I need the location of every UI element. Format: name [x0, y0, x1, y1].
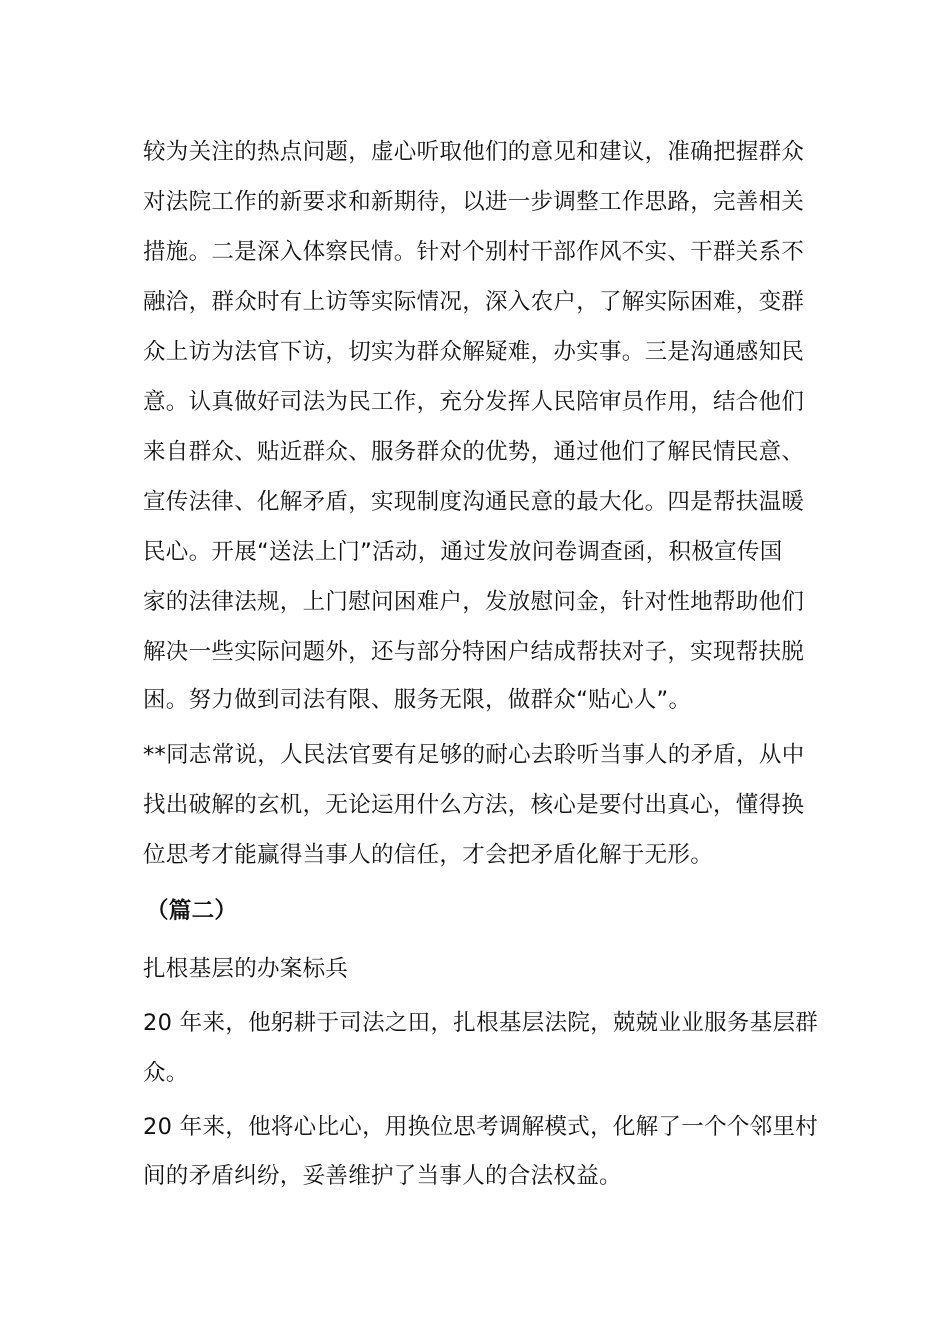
article-subtitle: 扎根基层的办案标兵: [143, 956, 349, 982]
paragraph-2-line-3: 位思考才能赢得当事人的信任，才会把矛盾化解于无形。: [143, 842, 714, 868]
paragraph-1-line-11: 解决一些实际问题外，还与部分特困户结成帮扶对子，实现帮扶脱: [143, 639, 805, 665]
paragraph-2-line-1: **同志常说，人民法官要有足够的耐心去聆听当事人的矛盾，从中: [143, 742, 805, 768]
paragraph-4-line-1: 20 年来，他将心比心，用换位思考调解模式，化解了一个个邻里村: [143, 1114, 819, 1140]
paragraph-1-line-9: 民心。开展“送法上门”活动，通过发放问卷调查函，积极宣传国: [143, 539, 783, 565]
paragraph-1-line-1: 较为关注的热点问题，虚心听取他们的意见和建议，准确把握群众: [143, 139, 805, 165]
paragraph-1-line-12: 困。努力做到司法有限、服务无限，做群众“贴心人”。: [143, 687, 692, 713]
paragraph-1-line-3: 措施。二是深入体察民情。针对个别村干部作风不实、干群关系不: [143, 239, 805, 265]
paragraph-3-line-1: 20 年来，他躬耕于司法之田，扎根基层法院，兢兢业业服务基层群: [143, 1010, 819, 1036]
section-heading: （篇二）: [146, 898, 238, 924]
paragraph-4-line-2: 间的矛盾纠纷，妥善维护了当事人的合法权益。: [143, 1163, 622, 1189]
paragraph-2-line-2: 找出破解的玄机，无论运用什么方法，核心是要付出真心，懂得换: [143, 792, 805, 818]
paragraph-1-line-5: 众上访为法官下访，切实为群众解疑难，办实事。三是沟通感知民: [143, 339, 805, 365]
paragraph-1-line-4: 融洽，群众时有上访等实际情况，深入农户，了解实际困难，变群: [143, 289, 805, 315]
paragraph-1-line-10: 家的法律法规，上门慰问困难户，发放慰问金，针对性地帮助他们: [143, 589, 805, 615]
paragraph-1-line-7: 来自群众、贴近群众、服务群众的优势，通过他们了解民情民意、: [143, 439, 805, 465]
paragraph-3-line-2: 众。: [143, 1060, 189, 1086]
paragraph-1-line-6: 意。认真做好司法为民工作，充分发挥人民陪审员作用，结合他们: [143, 389, 805, 415]
paragraph-1-line-8: 宣传法律、化解矛盾，实现制度沟通民意的最大化。四是帮扶温暖: [143, 489, 805, 515]
paragraph-1-line-2: 对法院工作的新要求和新期待，以进一步调整工作思路，完善相关: [143, 189, 805, 215]
